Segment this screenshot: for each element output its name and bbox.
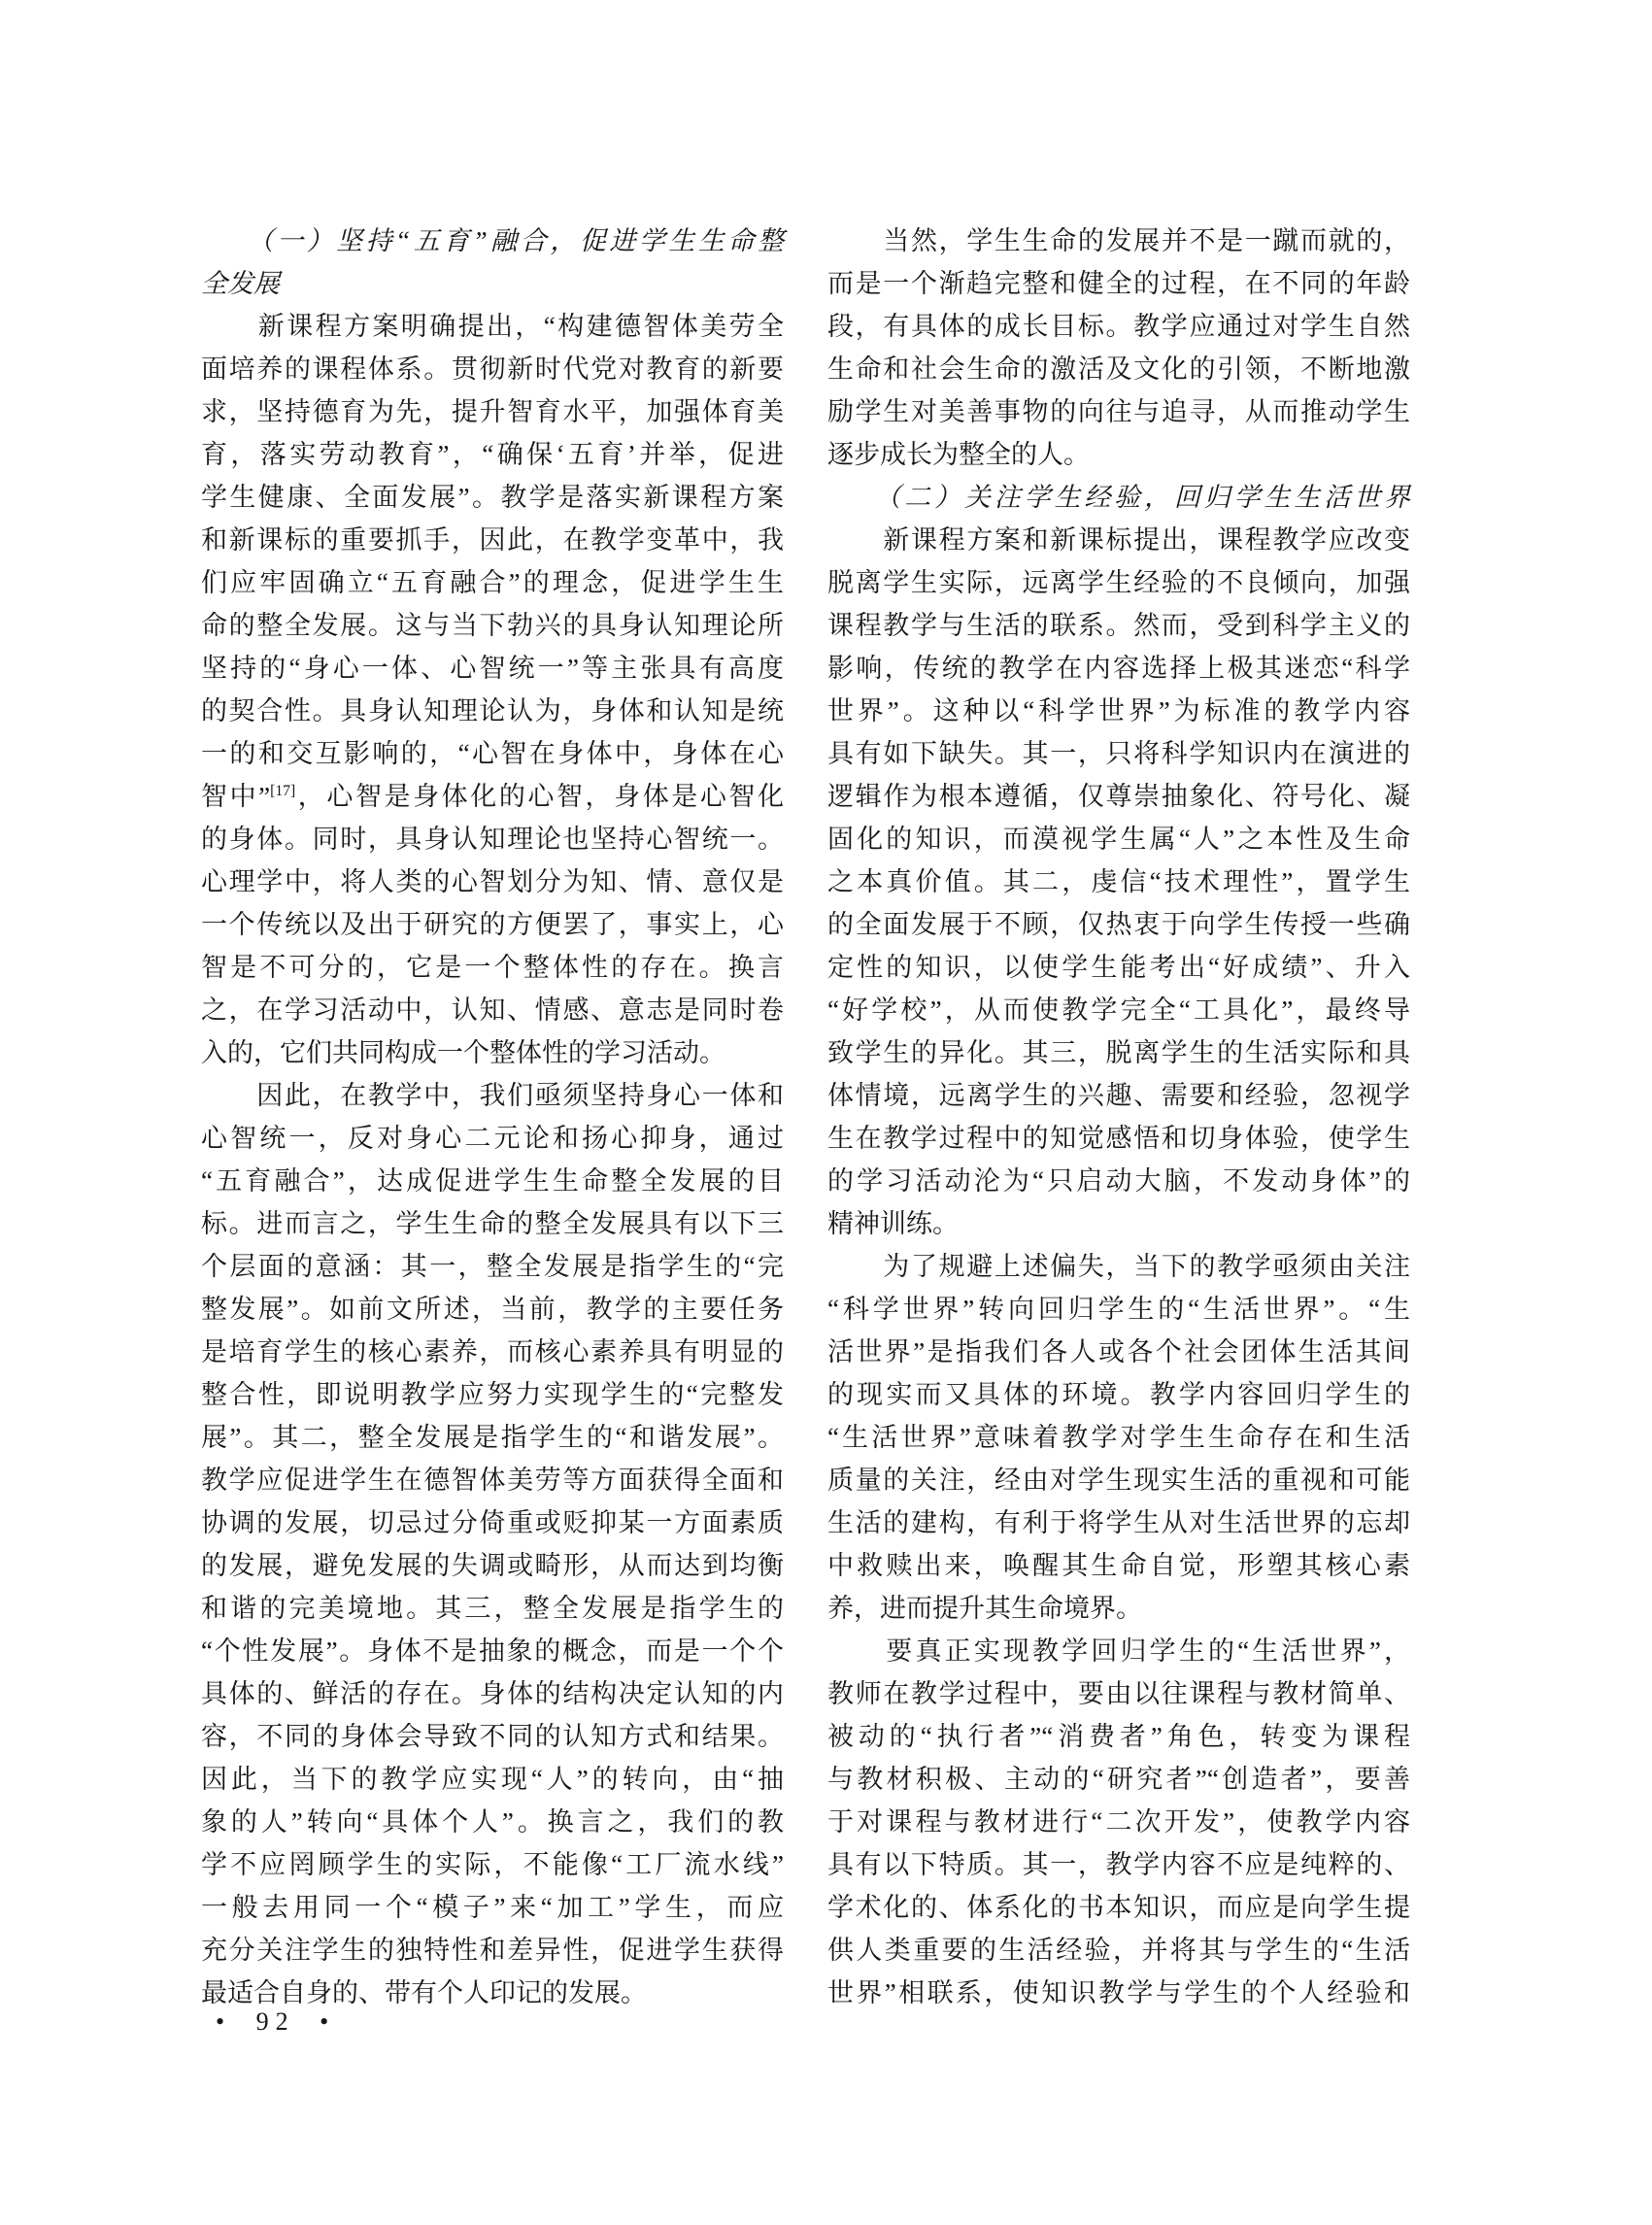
text-line: 具体的、鲜活的存在。身体的结构决定认知的内	[201, 1679, 784, 1708]
text-line: 世界”相联系，使知识教学与学生的个人经验和	[827, 1978, 1410, 2007]
text-line: 的契合性。具身认知理论认为，身体和认知是统	[201, 696, 784, 725]
text-line: 之，在学习活动中，认知、情感、意志是同时卷	[201, 995, 784, 1025]
text-line: 个层面的意涵：其一，整全发展是指学生的“完	[201, 1252, 784, 1281]
text-line: 育，落实劳动教育”，“确保‘五育’并举，促进	[201, 440, 784, 469]
text-line: 具有以下特质。其一，教学内容不应是纯粹的、	[827, 1850, 1410, 1879]
text-line: 而是一个渐趋完整和健全的过程，在不同的年龄	[827, 269, 1410, 298]
text-line: 质量的关注，经由对学生现实生活的重视和可能	[827, 1466, 1410, 1495]
text-line: 最适合自身的、带有个人印记的发展。	[201, 1978, 647, 2007]
text-line: 全发展	[201, 269, 280, 298]
text-line: 具有如下缺失。其一，只将科学知识内在演进的	[827, 739, 1410, 768]
text-line: 活世界”是指我们各人或各个社会团体生活其间	[827, 1337, 1410, 1366]
text-line: 智是不可分的，它是一个整体性的存在。换言	[201, 953, 784, 982]
text-line: 学不应罔顾学生的实际，不能像“工厂流水线”	[201, 1850, 784, 1879]
text-line: 的学习活动沦为“只启动大脑，不发动身体”的	[827, 1166, 1410, 1196]
text-line: 当然，学生生命的发展并不是一蹴而就的，	[827, 226, 1410, 255]
text-line: 因此，当下的教学应实现“人”的转向，由“抽	[201, 1765, 784, 1794]
text-line: 整合性，即说明教学应努力实现学生的“完整发	[201, 1380, 784, 1409]
page-number: • 92 •	[216, 2007, 336, 2036]
text-line: 课程教学与生活的联系。然而，受到科学主义的	[827, 611, 1410, 640]
text-line: 坚持的“身心一体、心智统一”等主张具有高度	[201, 654, 784, 683]
text-line: 脱离学生实际，远离学生经验的不良倾向，加强	[827, 568, 1410, 597]
text-line: 心理学中，将人类的心智划分为知、情、意仅是	[201, 867, 784, 896]
text-line: 的身体。同时，具身认知理论也坚持心智统一。	[201, 825, 784, 854]
paragraph	[827, 1630, 1410, 2014]
text-line: 教师在教学过程中，要由以往课程与教材简单、	[827, 1679, 1410, 1708]
text-line: 们应牢固确立“五育融合”的理念，促进学生生	[201, 568, 784, 597]
text-line: 是培育学生的核心素养，而核心素养具有明显的	[201, 1337, 784, 1366]
text-line: 之本真价值。其二，虔信“技术理性”，置学生	[827, 867, 1410, 896]
text-line: 世界”。这种以“科学世界”为标准的教学内容	[827, 696, 1410, 725]
text-line: （二）关注学生经验，回归学生生活世界	[827, 483, 1410, 512]
text-line: 与教材积极、主动的“研究者”“创造者”，要善	[827, 1765, 1410, 1794]
text-line: “个性发展”。身体不是抽象的概念，而是一个个	[201, 1636, 784, 1666]
text-line: 体情境，远离学生的兴趣、需要和经验，忽视学	[827, 1081, 1410, 1110]
text-line: 一个传统以及出于研究的方便罢了，事实上，心	[201, 910, 784, 939]
text-line: 协调的发展，切忌过分倚重或贬抑某一方面素质	[201, 1508, 784, 1537]
text-line: 固化的知识，而漠视学生属“人”之本性及生命	[827, 825, 1410, 854]
text-line: 生命和社会生命的激活及文化的引领，不断地激	[827, 354, 1410, 384]
text-line: 被动的“执行者”“消费者”角色，转变为课程	[827, 1722, 1410, 1751]
text-line: “好学校”，从而使教学完全“工具化”，最终导	[827, 995, 1410, 1025]
text-line: 定性的知识，以使学生能考出“好成绩”、升入	[827, 953, 1410, 982]
text-line: 为了规避上述偏失，当下的教学亟须由关注	[827, 1252, 1410, 1281]
text-line: 求，坚持德育为先，提升智育水平，加强体育美	[201, 397, 784, 426]
text-line: 学生健康、全面发展”。教学是落实新课程方案	[201, 483, 784, 512]
text-line: 的发展，避免发展的失调或畸形，从而达到均衡	[201, 1551, 784, 1580]
paragraph	[827, 519, 1410, 1245]
text-line: 命的整全发展。这与当下勃兴的具身认知理论所	[201, 611, 784, 640]
text-line: 逐步成长为整全的人。	[827, 440, 1090, 469]
section-heading	[827, 476, 1410, 519]
text-line: “生活世界”意味着教学对学生生命存在和生活	[827, 1423, 1410, 1452]
text-line: 一的和交互影响的，“心智在身体中，身体在心	[201, 739, 784, 768]
text-line: 养，进而提升其生命境界。	[827, 1594, 1142, 1623]
paragraph	[827, 1245, 1410, 1630]
paragraph	[201, 1074, 784, 2014]
text-line: 和新课标的重要抓手，因此，在教学变革中，我	[201, 525, 784, 555]
text-line: 致学生的异化。其三，脱离学生的生活实际和具	[827, 1038, 1410, 1067]
text-line: 学术化的、体系化的书本知识，而应是向学生提	[827, 1893, 1410, 1922]
text-line: 因此，在教学中，我们亟须坚持身心一体和	[201, 1081, 784, 1110]
text-line: 精神训练。	[827, 1209, 959, 1238]
text-line: 标。进而言之，学生生命的整全发展具有以下三	[201, 1209, 784, 1238]
text-line: 生活的建构，有利于将学生从对生活世界的忘却	[827, 1508, 1410, 1537]
text-line: 于对课程与教材进行“二次开发”，使教学内容	[827, 1807, 1410, 1837]
text-line: 心智统一，反对身心二元论和扬心抑身，通过	[201, 1124, 784, 1153]
text-line: 整发展”。如前文所述，当前，教学的主要任务	[201, 1295, 784, 1324]
text-line: 容，不同的身体会导致不同的认知方式和结果。	[201, 1722, 784, 1751]
text-line: （一）坚持“五育”融合，促进学生生命整	[201, 226, 784, 255]
text-line: 象的人”转向“具体个人”。换言之，我们的教	[201, 1807, 784, 1837]
text-line: “五育融合”，达成促进学生生命整全发展的目	[201, 1166, 784, 1196]
text-line: 智中”[17]，心智是身体化的心智，身体是心智化	[201, 782, 785, 811]
text-line: 逻辑作为根本遵循，仅尊崇抽象化、符号化、凝	[827, 782, 1410, 811]
text-line: “科学世界”转向回归学生的“生活世界”。“生	[827, 1295, 1410, 1324]
text-line: 入的，它们共同构成一个整体性的学习活动。	[201, 1038, 725, 1067]
text-line: 面培养的课程体系。贯彻新时代党对教育的新要	[201, 354, 784, 384]
text-line: 新课程方案明确提出，“构建德智体美劳全	[201, 312, 784, 341]
text-line: 新课程方案和新课标提出，课程教学应改变	[827, 525, 1410, 555]
paragraph	[827, 219, 1410, 476]
text-line: 展”。其二，整全发展是指学生的“和谐发展”。	[201, 1423, 784, 1452]
left-column	[201, 219, 784, 2014]
text-line: 和谐的完美境地。其三，整全发展是指学生的	[201, 1594, 784, 1623]
text-line: 要真正实现教学回归学生的“生活世界”，	[827, 1636, 1410, 1666]
text-line: 生在教学过程中的知觉感悟和切身体验，使学生	[827, 1124, 1410, 1153]
text-line: 励学生对美善事物的向往与追寻，从而推动学生	[827, 397, 1410, 426]
text-line: 中救赎出来，唤醒其生命自觉，形塑其核心素	[827, 1551, 1410, 1580]
text-line: 一般去用同一个“模子”来“加工”学生，而应	[201, 1893, 784, 1922]
text-line: 供人类重要的生活经验，并将其与学生的“生活	[827, 1936, 1410, 1965]
text-line: 的全面发展于不顾，仅热衷于向学生传授一些确	[827, 910, 1410, 939]
text-line: 教学应促进学生在德智体美劳等方面获得全面和	[201, 1466, 784, 1495]
right-column	[827, 219, 1410, 2014]
section-heading	[201, 219, 784, 305]
text-line: 段，有具体的成长目标。教学应通过对学生自然	[827, 312, 1410, 341]
text-line: 充分关注学生的独特性和差异性，促进学生获得	[201, 1936, 784, 1965]
paragraph	[201, 305, 784, 1074]
text-line: 的现实而又具体的环境。教学内容回归学生的	[827, 1380, 1410, 1409]
citation-ref: [17]	[270, 783, 296, 799]
text-line: 影响，传统的教学在内容选择上极其迷恋“科学	[827, 654, 1410, 683]
